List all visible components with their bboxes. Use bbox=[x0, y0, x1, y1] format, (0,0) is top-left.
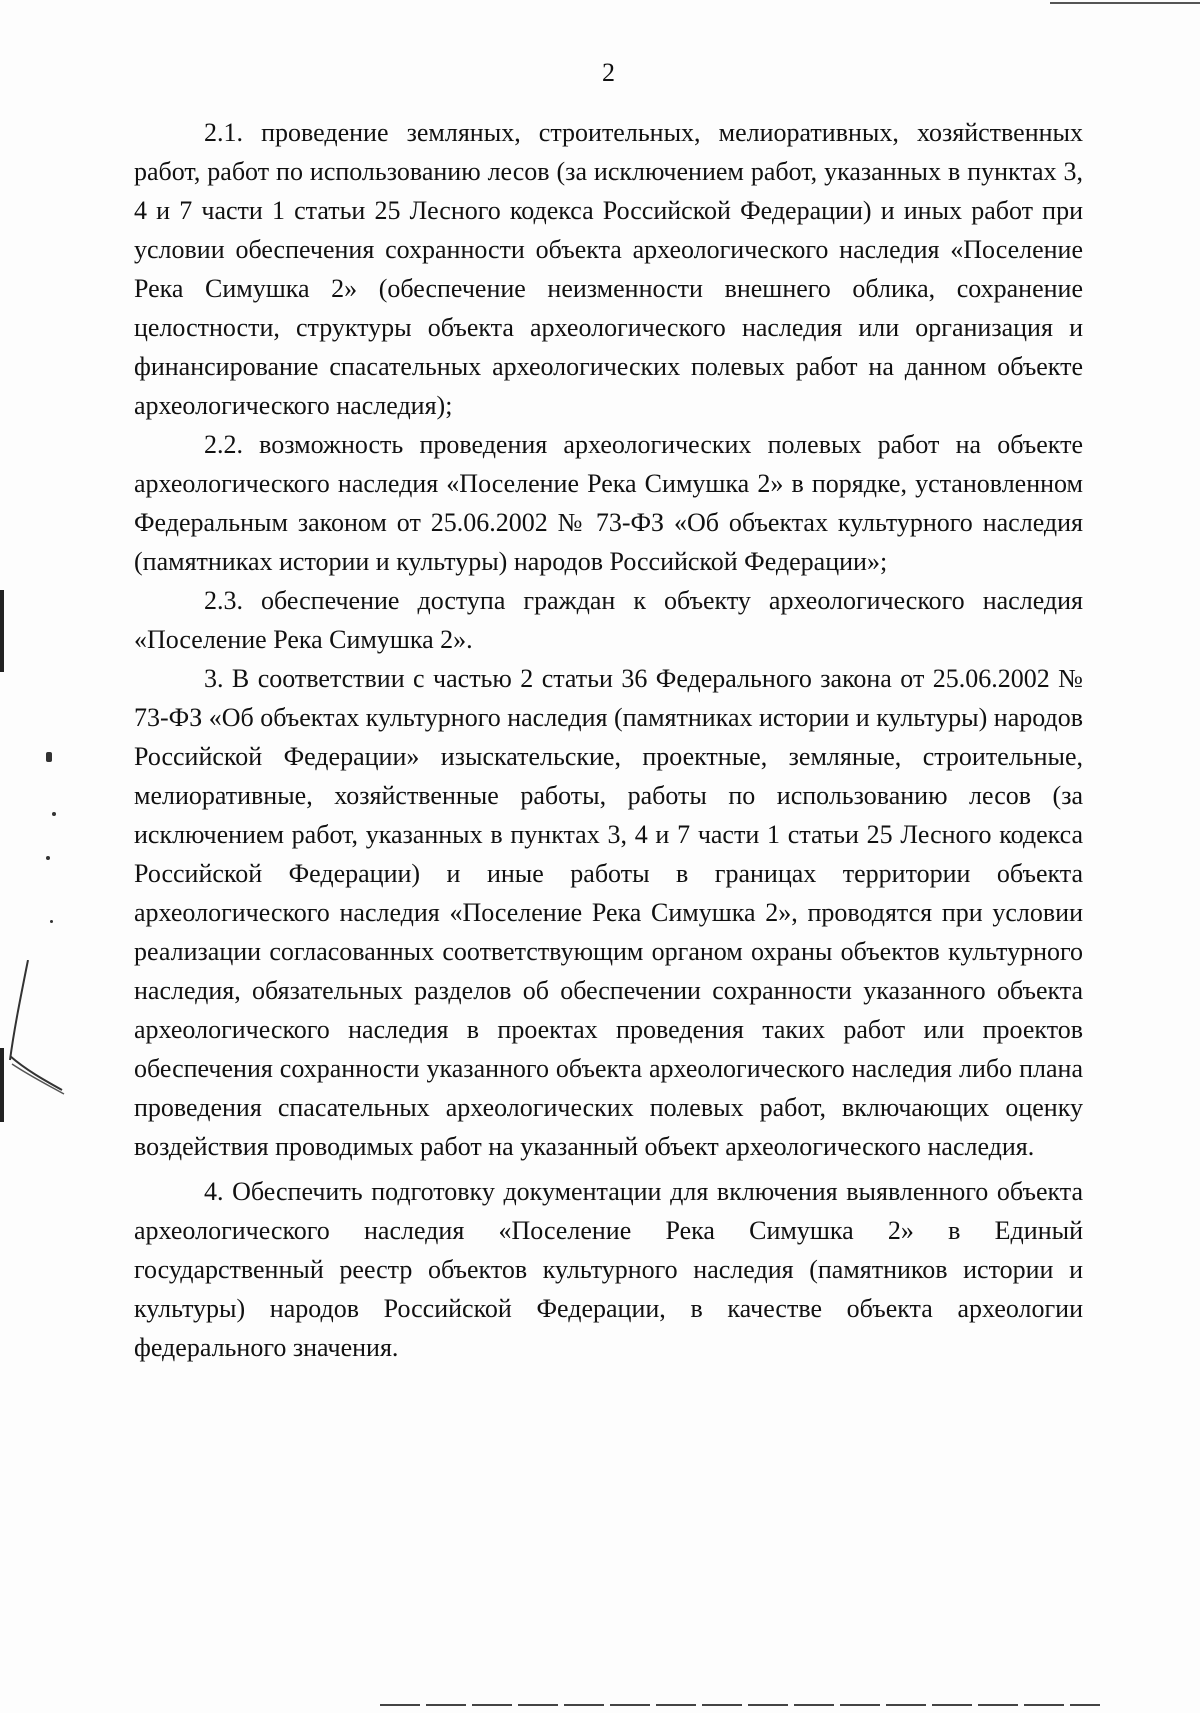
scan-edge-line-top bbox=[1050, 2, 1200, 4]
scan-edge-line-bottom bbox=[380, 1704, 1100, 1706]
paragraph-2-1: 2.1. проведение земляных, строительных, мелиоративных, хозяйственных работ, работ по использованию лесов (за исключением работ, указанных в пунктах 3, 4 и 7 части 1 статьи 25 Лесного кодекса Российской Федерации) и иных работ при условии обеспечения сохранности объекта археологического наследия «Поселение Река Симушка 2» (обеспечение неизменности внешнего облика, сохранение целостности, структуры объекта археологического наследия или организация и финансирование спасательных археологических полевых работ на данном объекте археологического наследия); bbox=[134, 118, 1083, 420]
margin-pen-stroke bbox=[6, 960, 66, 1100]
paragraph-4: 4. Обеспечить подготовку документации для включения выявленного объекта археологического наследия «Поселение Река Симушка 2» в Единый государственный реестр объектов культурного наследия (памятников истории и культуры) народов Российской Федерации, в качестве объекта археологии федерального значения. bbox=[134, 1177, 1083, 1362]
paragraph-2-3: 2.3. обеспечение доступа граждан к объекту археологического наследия «Поселение Река Симушка 2». bbox=[134, 586, 1083, 654]
scan-margin-mark bbox=[0, 1048, 4, 1122]
scan-speck bbox=[46, 856, 50, 860]
scan-speck bbox=[52, 812, 56, 816]
paragraph-3: 3. В соответствии с частью 2 статьи 36 Федерального закона от 25.06.2002 № 73-ФЗ «Об объектах культурного наследия (памятниках истории и культуры) народов Российской Федерации» изыскательские, проектные, земляные, строительные, мелиоративные, хозяйственные работы, работы по использованию лесов (за исключением работ, указанных в пунктах 3, 4 и 7 части 1 статьи 25 Лесного кодекса Российской Федерации) и иные работы в границах территории объекта археологического наследия «Поселение Река Симушка 2», проводятся при условии реализации согласованных соответствующим органом охраны объектов культурного наследия, обязательных разделов об обеспечении сохранности указанного объекта археологического наследия в проектах проведения таких работ или проектов обеспечения сохранности указанного объекта археологического наследия либо плана проведения спасательных археологических полевых работ, включающих оценку воздействия проводимых работ на указанный объект археологического наследия. bbox=[134, 664, 1084, 1161]
page-number: 2 bbox=[602, 58, 615, 87]
scan-speck bbox=[50, 920, 53, 923]
scan-margin-mark bbox=[0, 590, 4, 672]
paragraph-2-2: 2.2. возможность проведения археологических полевых работ на объекте археологического наследия «Поселение Река Симушка 2» в порядке, установленном Федеральным законом от 25.06.2002 № 73-ФЗ «Об объектах культурного наследия (памятниках истории и культуры) народов Российской Федерации»; bbox=[134, 430, 1083, 576]
document-body bbox=[134, 113, 1083, 1367]
scan-speck bbox=[46, 752, 52, 762]
